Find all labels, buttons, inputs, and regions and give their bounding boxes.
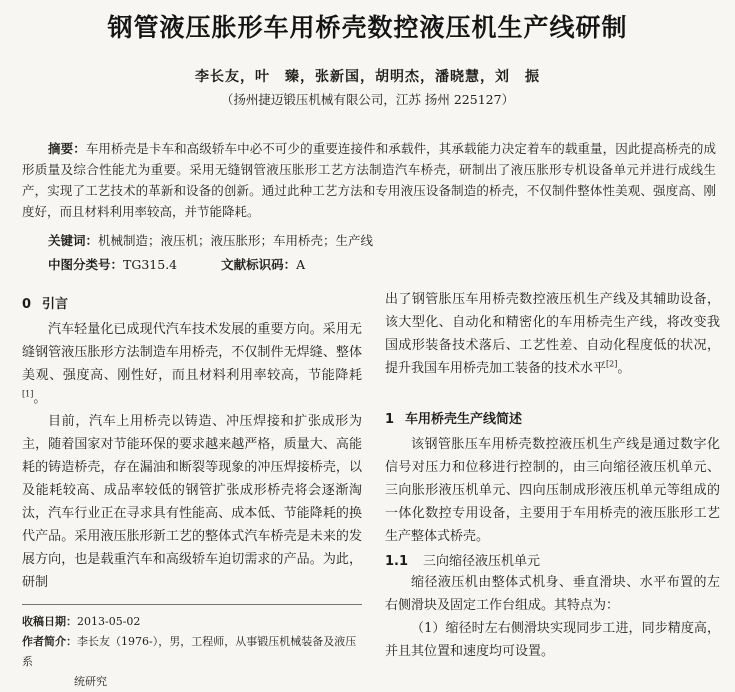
- citation-ref: [1]: [22, 389, 34, 399]
- paper-title: 钢管液压胀形车用桥壳数控液压机生产线研制: [107, 13, 628, 42]
- clc-value: TG315.4: [123, 257, 178, 272]
- keywords-label: 关键词：: [48, 233, 99, 248]
- subsection-paragraph-1: 缩径液压机由整体式机身、垂直滑块、水平布置的左右侧滑块及固定工作台组成。其特点为：: [385, 575, 720, 613]
- continued-paragraph: [385, 288, 720, 380]
- abstract: [22, 138, 716, 222]
- intro-paragraph-2: 目前，汽车上用桥壳以铸造、冲压焊接和扩张成形为主，随着国家对节能环保的要求越来越严格，质量大、高能耗的铸造桥壳，存在漏油和断裂等现象的冲压焊接桥壳，以及能耗较高、成品率较低的钢管扩张成形桥壳将会逐渐淘汰，汽车行业正在寻求具有性能高、成本低、节能降耗的换代产品。采用液压胀形新工艺的整体式汽车桥壳是未来的发展方向，也是载重汽车和高级轿车迫切需求的产品。为此，研制: [22, 414, 362, 590]
- received-date: [22, 612, 362, 632]
- affiliation: （扬州捷迈锻压机械有限公司，江苏 扬州 225127）: [220, 92, 515, 107]
- author-bio: [22, 632, 362, 672]
- subsection-title: 三向缩径液压机单元: [423, 554, 541, 569]
- paragraph-text: 出了钢管胀压车用桥壳数控液压机生产线及其辅助设备，该大型化、自动化和精密化的车用桥壳生产线，将改变我国成形装备技术落后、工艺性差、自动化程度低的状况，提升我国车用桥壳加工装备的技术水平: [385, 292, 720, 376]
- received-label: 收稿日期：: [22, 615, 77, 628]
- footnote-divider: [22, 604, 362, 605]
- paragraph-end: 。: [33, 391, 47, 406]
- subsection-number: 1.1: [385, 554, 409, 569]
- abstract-label: 摘要：: [48, 141, 86, 156]
- section-number: 0: [22, 297, 32, 312]
- section-heading-intro: [22, 293, 362, 312]
- clc-label: 中图分类号：: [48, 257, 124, 272]
- section-title: 车用桥壳生产线简述: [405, 412, 523, 427]
- intro-paragraph-1: [22, 318, 362, 410]
- author-bio-continued: 统研究: [74, 675, 107, 688]
- subsection-paragraph-2: （1）缩径时左右侧滑块实现同步工进，同步精度高，并且其位置和速度均可设置。: [385, 621, 720, 659]
- left-column: [22, 293, 362, 594]
- paragraph-end: 。: [617, 361, 631, 376]
- right-column: [385, 288, 720, 663]
- section-title: 引言: [42, 297, 69, 312]
- doc-code-label: 文献标识码：: [221, 257, 297, 272]
- author-bio-text: 李长友（1976-），男，工程师，从事锻压机械装备及液压系: [22, 635, 357, 668]
- footnotes: [22, 612, 362, 692]
- section-number: 1: [385, 412, 395, 427]
- classification-line: [48, 255, 708, 273]
- section1-paragraph: 该钢管胀压车用桥壳数控液压机生产线是通过数字化信号对压力和位移进行控制的，由三向缩径液压机单元、三向胀形液压机单元、四向压制成形液压机单元等组成的一体化数控专用设备，主要用于车用桥壳的液压胀形工艺生产整体式桥壳。: [385, 437, 720, 544]
- keywords: [48, 231, 708, 249]
- paragraph-text: 汽车轻量化已成现代汽车技术发展的重要方向。采用无缝钢管液压胀形方法制造车用桥壳，不仅制件无焊缝、整体美观、强度高、刚性好，而且材料利用率较高，节能降耗: [22, 322, 362, 383]
- author-list: 李长友，叶 臻，张新国，胡明杰，潘晓慧，刘 振: [195, 69, 540, 85]
- section-heading-1: [385, 408, 720, 427]
- abstract-text: 车用桥壳是卡车和高级轿车中必不可少的重要连接件和承载件，其承载能力决定着车的载重量，因此提高桥壳的成形质量及综合性能尤为重要。采用无缝钢管液压胀形工艺方法制造汽车桥壳，研制出了液压胀形专机设备单元并进行成线生产，实现了工艺技术的革新和设备的创新。通过此种工艺方法和专用液压设备制造的桥壳，不仅制件整体性美观、强度高、刚度好，而且材料利用率较高，并节能降耗。: [22, 141, 716, 219]
- author-bio-label: 作者简介：: [22, 635, 77, 648]
- doc-code-value: A: [296, 257, 306, 272]
- citation-ref: [2]: [606, 359, 618, 369]
- received-value: 2013-05-02: [77, 615, 141, 628]
- subsection-heading-1-1: [385, 550, 720, 569]
- keywords-text: 机械制造；液压机；液压胀形；车用桥壳；生产线: [98, 233, 374, 248]
